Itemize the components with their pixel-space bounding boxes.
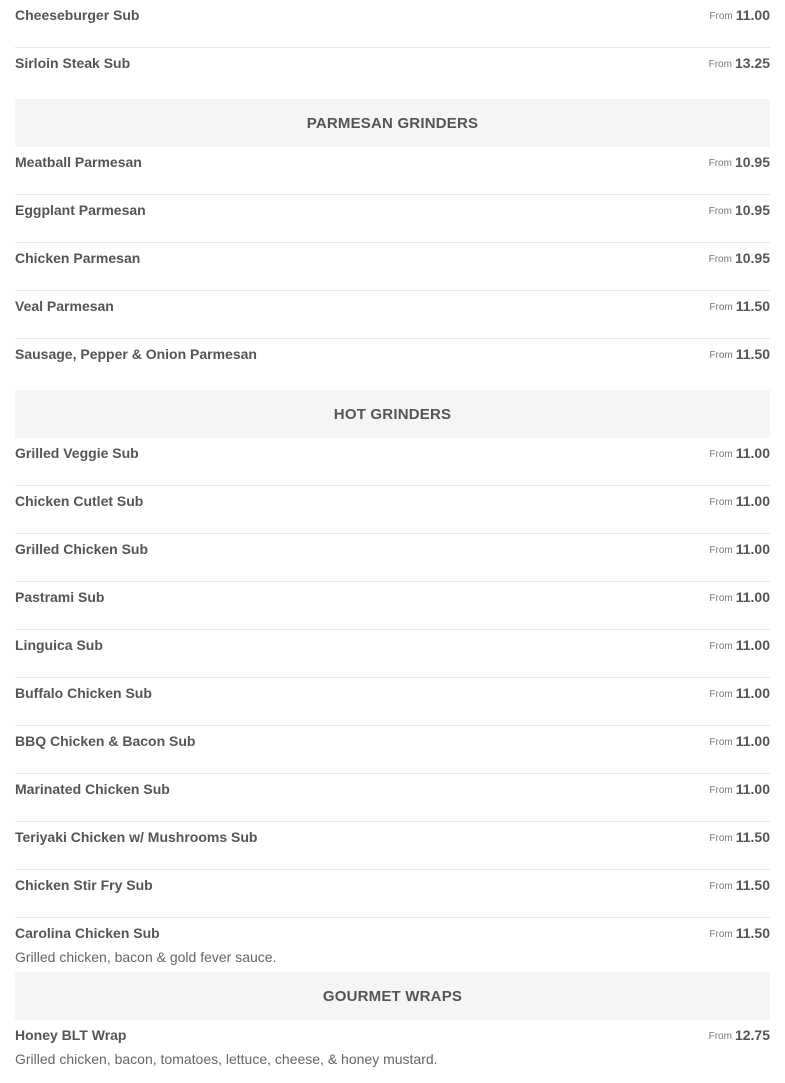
item-name: Chicken Stir Fry Sub: [15, 877, 153, 893]
price-value: 11.00: [735, 733, 770, 749]
menu-item[interactable]: [15, 339, 770, 387]
item-price: [709, 541, 770, 559]
item-price: [709, 589, 770, 607]
menu-item[interactable]: [15, 291, 770, 339]
price-from-label: From: [709, 833, 733, 844]
price-from-label: From: [709, 449, 733, 460]
price-from-label: From: [709, 929, 733, 940]
price-value: 11.00: [735, 541, 770, 557]
item-price: [709, 250, 770, 268]
item-price: [709, 445, 770, 463]
menu-item[interactable]: [15, 438, 770, 486]
menu-item[interactable]: [15, 918, 770, 969]
price-value: 13.25: [734, 55, 770, 71]
item-name: Sausage, Pepper & Onion Parmesan: [15, 346, 257, 362]
item-name: BBQ Chicken & Bacon Sub: [15, 733, 196, 749]
menu-item[interactable]: [15, 243, 770, 291]
price-from-label: From: [709, 689, 733, 700]
price-value: 11.50: [735, 877, 770, 893]
menu-item[interactable]: [15, 630, 770, 678]
item-name: Grilled Chicken Sub: [15, 541, 149, 557]
item-price: [709, 877, 770, 895]
item-price: [709, 1027, 770, 1045]
price-value: 11.00: [735, 781, 770, 797]
price-from-label: From: [708, 1031, 732, 1042]
item-description: Grilled chicken, bacon, tomatoes, lettuce, cheese, & honey mustard.: [15, 1051, 438, 1067]
menu-item[interactable]: [15, 726, 770, 774]
menu-item[interactable]: [15, 534, 770, 582]
price-value: 11.00: [735, 589, 770, 605]
item-description: Grilled chicken, bacon & gold fever sauce.: [15, 949, 277, 965]
price-value: 10.95: [734, 202, 770, 218]
price-from-label: From: [709, 785, 733, 796]
item-name: Teriyaki Chicken w/ Mushrooms Sub: [15, 829, 258, 845]
item-name: Meatball Parmesan: [15, 154, 142, 170]
menu-item[interactable]: [15, 0, 770, 48]
price-value: 11.00: [735, 685, 770, 701]
item-price: [709, 154, 770, 172]
section-header-gourmet-wraps: GOURMET WRAPS: [15, 972, 770, 1020]
price-from-label: From: [708, 254, 732, 265]
item-price: [709, 685, 770, 703]
item-name: Honey BLT Wrap: [15, 1027, 127, 1043]
menu-item[interactable]: [15, 678, 770, 726]
item-name: Sirloin Steak Sub: [15, 55, 131, 71]
item-name: Veal Parmesan: [15, 298, 114, 314]
item-price: [709, 298, 770, 316]
menu-item[interactable]: [15, 822, 770, 870]
menu-item[interactable]: [15, 582, 770, 630]
price-from-label: From: [708, 59, 732, 70]
price-value: 11.50: [735, 829, 770, 845]
item-name: Marinated Chicken Sub: [15, 781, 170, 797]
item-name: Chicken Parmesan: [15, 250, 141, 266]
price-from-label: From: [709, 737, 733, 748]
price-value: 10.95: [734, 250, 770, 266]
item-name: Cheeseburger Sub: [15, 7, 140, 23]
price-value: 11.50: [735, 925, 770, 941]
price-from-label: From: [709, 545, 733, 556]
menu-item[interactable]: [15, 48, 770, 96]
menu-item[interactable]: [15, 1020, 770, 1071]
item-price: [709, 925, 770, 943]
item-price: [709, 781, 770, 799]
item-price: [709, 7, 770, 25]
item-price: [709, 829, 770, 847]
menu-item[interactable]: [15, 195, 770, 243]
item-price: [709, 733, 770, 751]
section-header-hot-grinders: HOT GRINDERS: [15, 390, 770, 438]
menu-list: [15, 0, 770, 1071]
item-price: [709, 346, 770, 364]
item-name: Buffalo Chicken Sub: [15, 685, 152, 701]
item-price: [709, 202, 770, 220]
price-from-label: From: [708, 158, 732, 169]
menu-item[interactable]: [15, 870, 770, 918]
item-name: Chicken Cutlet Sub: [15, 493, 144, 509]
price-from-label: From: [709, 11, 733, 22]
price-from-label: From: [709, 497, 733, 508]
price-from-label: From: [709, 641, 733, 652]
price-value: 11.50: [735, 298, 770, 314]
menu-item[interactable]: [15, 147, 770, 195]
item-name: Eggplant Parmesan: [15, 202, 146, 218]
price-value: 11.00: [735, 637, 770, 653]
menu-item[interactable]: [15, 774, 770, 822]
price-from-label: From: [709, 350, 733, 361]
price-from-label: From: [708, 206, 732, 217]
price-value: 11.50: [735, 346, 770, 362]
price-value: 11.00: [735, 7, 770, 23]
item-name: Grilled Veggie Sub: [15, 445, 139, 461]
item-name: Linguica Sub: [15, 637, 103, 653]
item-price: [709, 637, 770, 655]
price-value: 10.95: [734, 154, 770, 170]
item-name: Carolina Chicken Sub: [15, 925, 160, 941]
section-header-parmesan-grinders: PARMESAN GRINDERS: [15, 99, 770, 147]
item-name: Pastrami Sub: [15, 589, 105, 605]
item-price: [709, 493, 770, 511]
item-price: [709, 55, 770, 73]
price-from-label: From: [709, 593, 733, 604]
price-from-label: From: [709, 881, 733, 892]
price-value: 12.75: [734, 1027, 770, 1043]
menu-item[interactable]: [15, 486, 770, 534]
price-value: 11.00: [735, 445, 770, 461]
price-from-label: From: [709, 302, 733, 313]
price-value: 11.00: [735, 493, 770, 509]
